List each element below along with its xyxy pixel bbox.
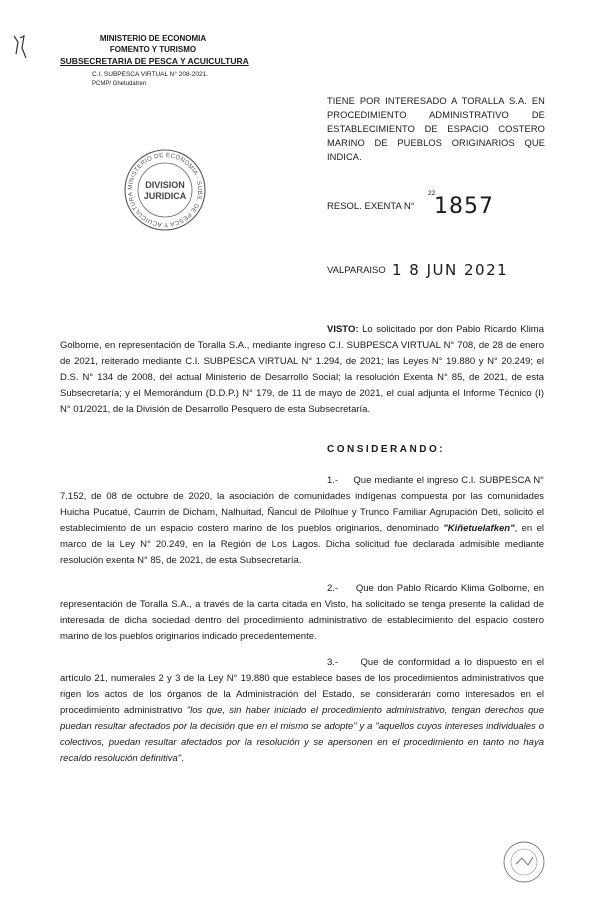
initials: PCMP/ Ghetudatren: [92, 81, 147, 87]
ci-reference: C.I. SUBPESCA VIRTUAL N° 208-2021.: [92, 71, 209, 78]
resol-small-mark: 22: [428, 190, 436, 197]
ministry-subline: FOMENTO Y TURISMO: [109, 45, 197, 54]
logo-mark: [10, 32, 32, 62]
considerando-item-3: 3.- Que de conformidad a lo dispuesto en el artículo 21, numerales 2 y 3 de la Ley N° 19.880 que establece bases de los procedimientos administrativos que rigen los actos de los órganos de la Administración del Estado, se considerarán como interesados en el procedimiento administrativo "los que, sin haber iniciado el procedimiento administrativo, tengan derechos que puedan resultar afectados por la decisión que en el mismo se adopte" y a "aquellos cuyos intereses individuales o colectivos, puedan resultar afectados por la resolución y se apersonen en el procedimiento en tanto no haya recaído resolución definitiva".: [60, 657, 545, 764]
stamp-ring-text: MINISTERIO DE ECONOMIA · SUBS. DE PESCA Y ACUICULTURA: [126, 151, 204, 229]
resol-label: RESOL. EXENTA N°: [327, 201, 415, 212]
visto-paragraph: [60, 322, 544, 418]
initials-stamp: [500, 838, 548, 886]
considerando-heading: CONSIDERANDO:: [327, 444, 446, 455]
item-2-number: 2.-: [327, 583, 339, 594]
item-3-number: 3.-: [327, 657, 339, 668]
visto-text: Lo solicitado por don Pablo Ricardo Klima Golborne, en representación de Toralla S.A., mediante ingreso C.I. SUBPESCA VIRTUAL N° 708, de 28 de enero de 2021, reiterado mediante C.I. SUBPESCA VIRTUAL N° 1.294, de 2021; las Leyes N° 19.880 y N° 20.249; el D.S. N° 134 de 2008, del actual Ministerio de Desarrollo Social; la resolución Exenta N° 85, de 2021, de esta Subsecretaría; y el Memorándum (D.D.P.) N° 179, de 11 de mayo de 2021, el cual adjunta el Informe Técnico (I) N° 01/2021, de la División de Desarrollo Pesquero de esta Subsecretaría.: [60, 324, 544, 415]
resol-number: 1857: [434, 194, 494, 219]
division-juridica-stamp: [121, 146, 209, 234]
stamp-center-2: JURIDICA: [143, 191, 187, 201]
considerando-item-1: 1.- Que mediante el ingreso C.I. SUBPESCA N° 7.152, de 08 de octubre de 2020, la asociación de comunidades indígenas compuesta por las comunidades Huicha Pucatué, Caurrin de Dicham, Nalhuitad, Ñancul de Pilolhue y Trunco Familiar Agrupación Deti, solicitó el establecimiento de un espacio costero marino de los pueblos originarios, denominado "Kiñetuelafken", en el marco de la Ley N° 20.249, en la Región de Los Lagos. Dicha solicitud fue declarada admisible mediante resolución exenta N° 85, de 2021, de esta Subsecretaría.: [60, 475, 545, 566]
item-1-number: 1.-: [327, 475, 339, 486]
place: VALPARAISO: [327, 265, 386, 276]
subsecretaria-line: SUBSECRETARIA DE PESCA Y ACUICULTURA: [60, 56, 249, 66]
resolution-title: TIENE POR INTERESADO A TORALLA S.A. EN PROCEDIMIENTO ADMINISTRATIVO DE ESTABLECIMIENTO DE ESPACIO COSTERO MARINO DE PUEBLOS ORIGINARIOS QUE INDICA.: [327, 96, 545, 162]
considerando-item-2: 2.- Que don Pablo Ricardo Klima Golborne, en representación de Toralla S.A., a través de la carta citada en Visto, ha solicitado se tenga presente la calidad de interesada de dicha sociedad dentro del procedimiento administrativo de establecimiento del espacio costero marino de los pueblos originarios indicado precedentemente.: [60, 583, 545, 642]
ministry-line: MINISTERIO DE ECONOMIA: [99, 34, 207, 43]
date-stamp: 1 8 JUN 2021: [392, 261, 509, 279]
visto-lead: VISTO:: [327, 324, 359, 335]
stamp-center-1: DIVISION: [145, 180, 185, 190]
